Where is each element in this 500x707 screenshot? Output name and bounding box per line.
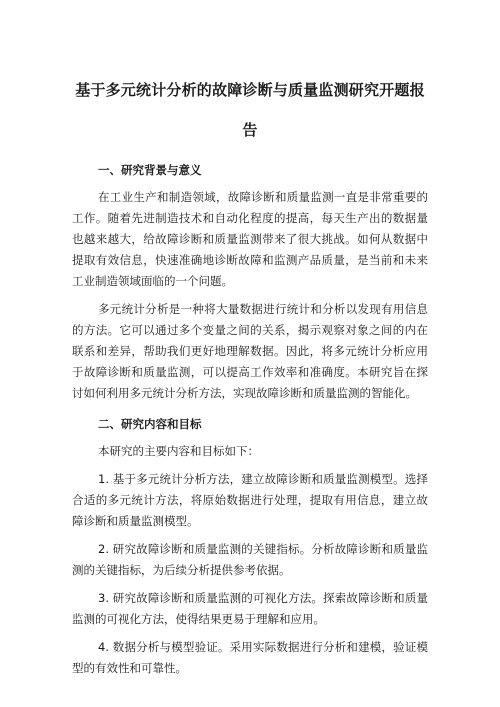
section-heading-background: 一、研究背景与意义 — [98, 163, 202, 177]
paragraph-content-intro: 本研究的主要内容和目标如下： — [98, 444, 259, 458]
paragraph-background-1: 在工业生产和制造领域，故障诊断和质量监测一直是非常重要的工作。随着先进制造技术和自动化程度的提高，每天生产出的数据量也越来越大，给故障诊断和质量监测带来了很大挑战。如何从数据中提取有效信息，快速准确地诊断故障和监测产品质量，是当前和未来工业制造领域面临的一个问题。 — [72, 190, 428, 288]
paragraph-goal-3: 3. 研究故障诊断和质量监测的可视化方法。探索故障诊断和质量监测的可视化方法，使得结果更易于理解和应用。 — [72, 591, 428, 626]
section-heading-content-goals: 二、研究内容和目标 — [98, 417, 202, 431]
paragraph-background-2: 多元统计分析是一种将大量数据进行统计和分析以发现有用信息的方法。它可以通过多个变量之间的关系，揭示观察对象之间的内在联系和差异，帮助我们更好地理解数据。因此，将多元统计分析应用于故障诊断和质量监测，可以提高工作效率和准确度。本研究旨在探讨如何利用多元统计分析方法，实现故障诊断和质量监测的智能化。 — [72, 302, 428, 400]
paragraph-goal-1: 1. 基于多元统计分析方法，建立故障诊断和质量监测模型。选择合适的多元统计方法，将原始数据进行处理，提取有用信息，建立故障诊断和质量监测模型。 — [72, 472, 428, 528]
paragraph-goal-4: 4. 数据分析与模型验证。采用实际数据进行分析和建模，验证模型的有效性和可靠性。 — [72, 640, 428, 675]
document-title: 基于多元统计分析的故障诊断与质量监测研究开题报告 — [75, 81, 425, 139]
paragraph-goal-2: 2. 研究故障诊断和质量监测的关键指标。分析故障诊断和质量监测的关键指标，为后续分析提供参考依据。 — [72, 542, 428, 577]
